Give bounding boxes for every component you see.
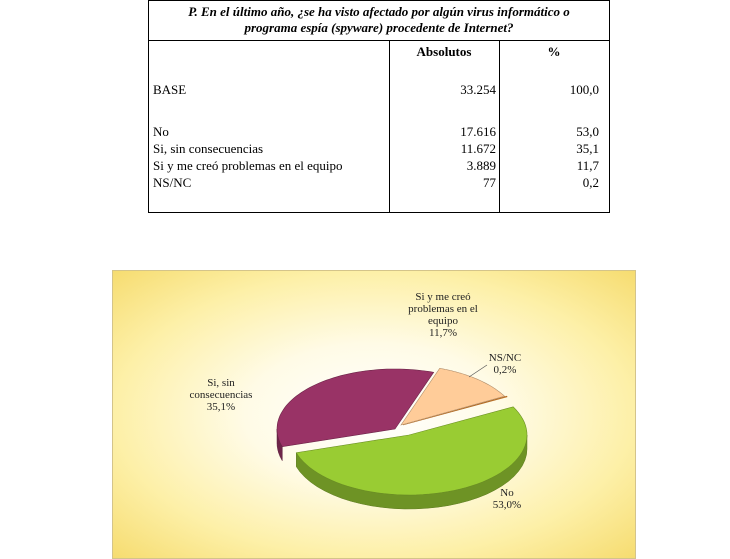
row-label: NS/NC <box>153 175 192 190</box>
row-abs: 11.672 <box>460 141 496 156</box>
column-divider <box>499 41 500 212</box>
pie-label: Si y me creó problemas en el equipo 11,7% <box>408 291 478 339</box>
pie-chart-svg <box>113 271 636 559</box>
base-label: BASE <box>153 82 187 97</box>
table-question <box>149 1 609 41</box>
row-label: Si y me creó problemas en el equipo <box>153 158 343 173</box>
row-abs: 77 <box>483 175 496 190</box>
column-divider <box>389 41 390 212</box>
leader-line <box>469 365 487 377</box>
pie-chart <box>112 270 636 559</box>
pie-label: NS/NC 0,2% <box>488 352 522 376</box>
row-pct: 53,0 <box>576 124 599 139</box>
header-absolutos: Absolutos <box>416 44 472 59</box>
row-label: Si, sin consecuencias <box>153 141 264 156</box>
question-line-1: P. En el último año, ¿se ha visto afectado por algún virus informático o <box>188 4 570 19</box>
base-abs: 33.254 <box>460 82 496 97</box>
row-label: No <box>153 124 169 139</box>
base-pct: 100,0 <box>569 82 599 97</box>
row-pct: 35,1 <box>576 141 599 156</box>
question-line-2: programa espía (spyware) procedente de Internet? <box>244 20 514 35</box>
row-abs: 3.889 <box>466 158 496 173</box>
row-pct: 11,7 <box>576 158 599 173</box>
pie-label: Si, sin consecuencias 35,1% <box>189 377 253 413</box>
header-pct: % <box>547 44 561 59</box>
pie-label: No 53,0% <box>492 487 522 511</box>
row-pct: 0,2 <box>582 175 599 190</box>
row-abs: 17.616 <box>460 124 496 139</box>
data-table <box>148 0 610 213</box>
